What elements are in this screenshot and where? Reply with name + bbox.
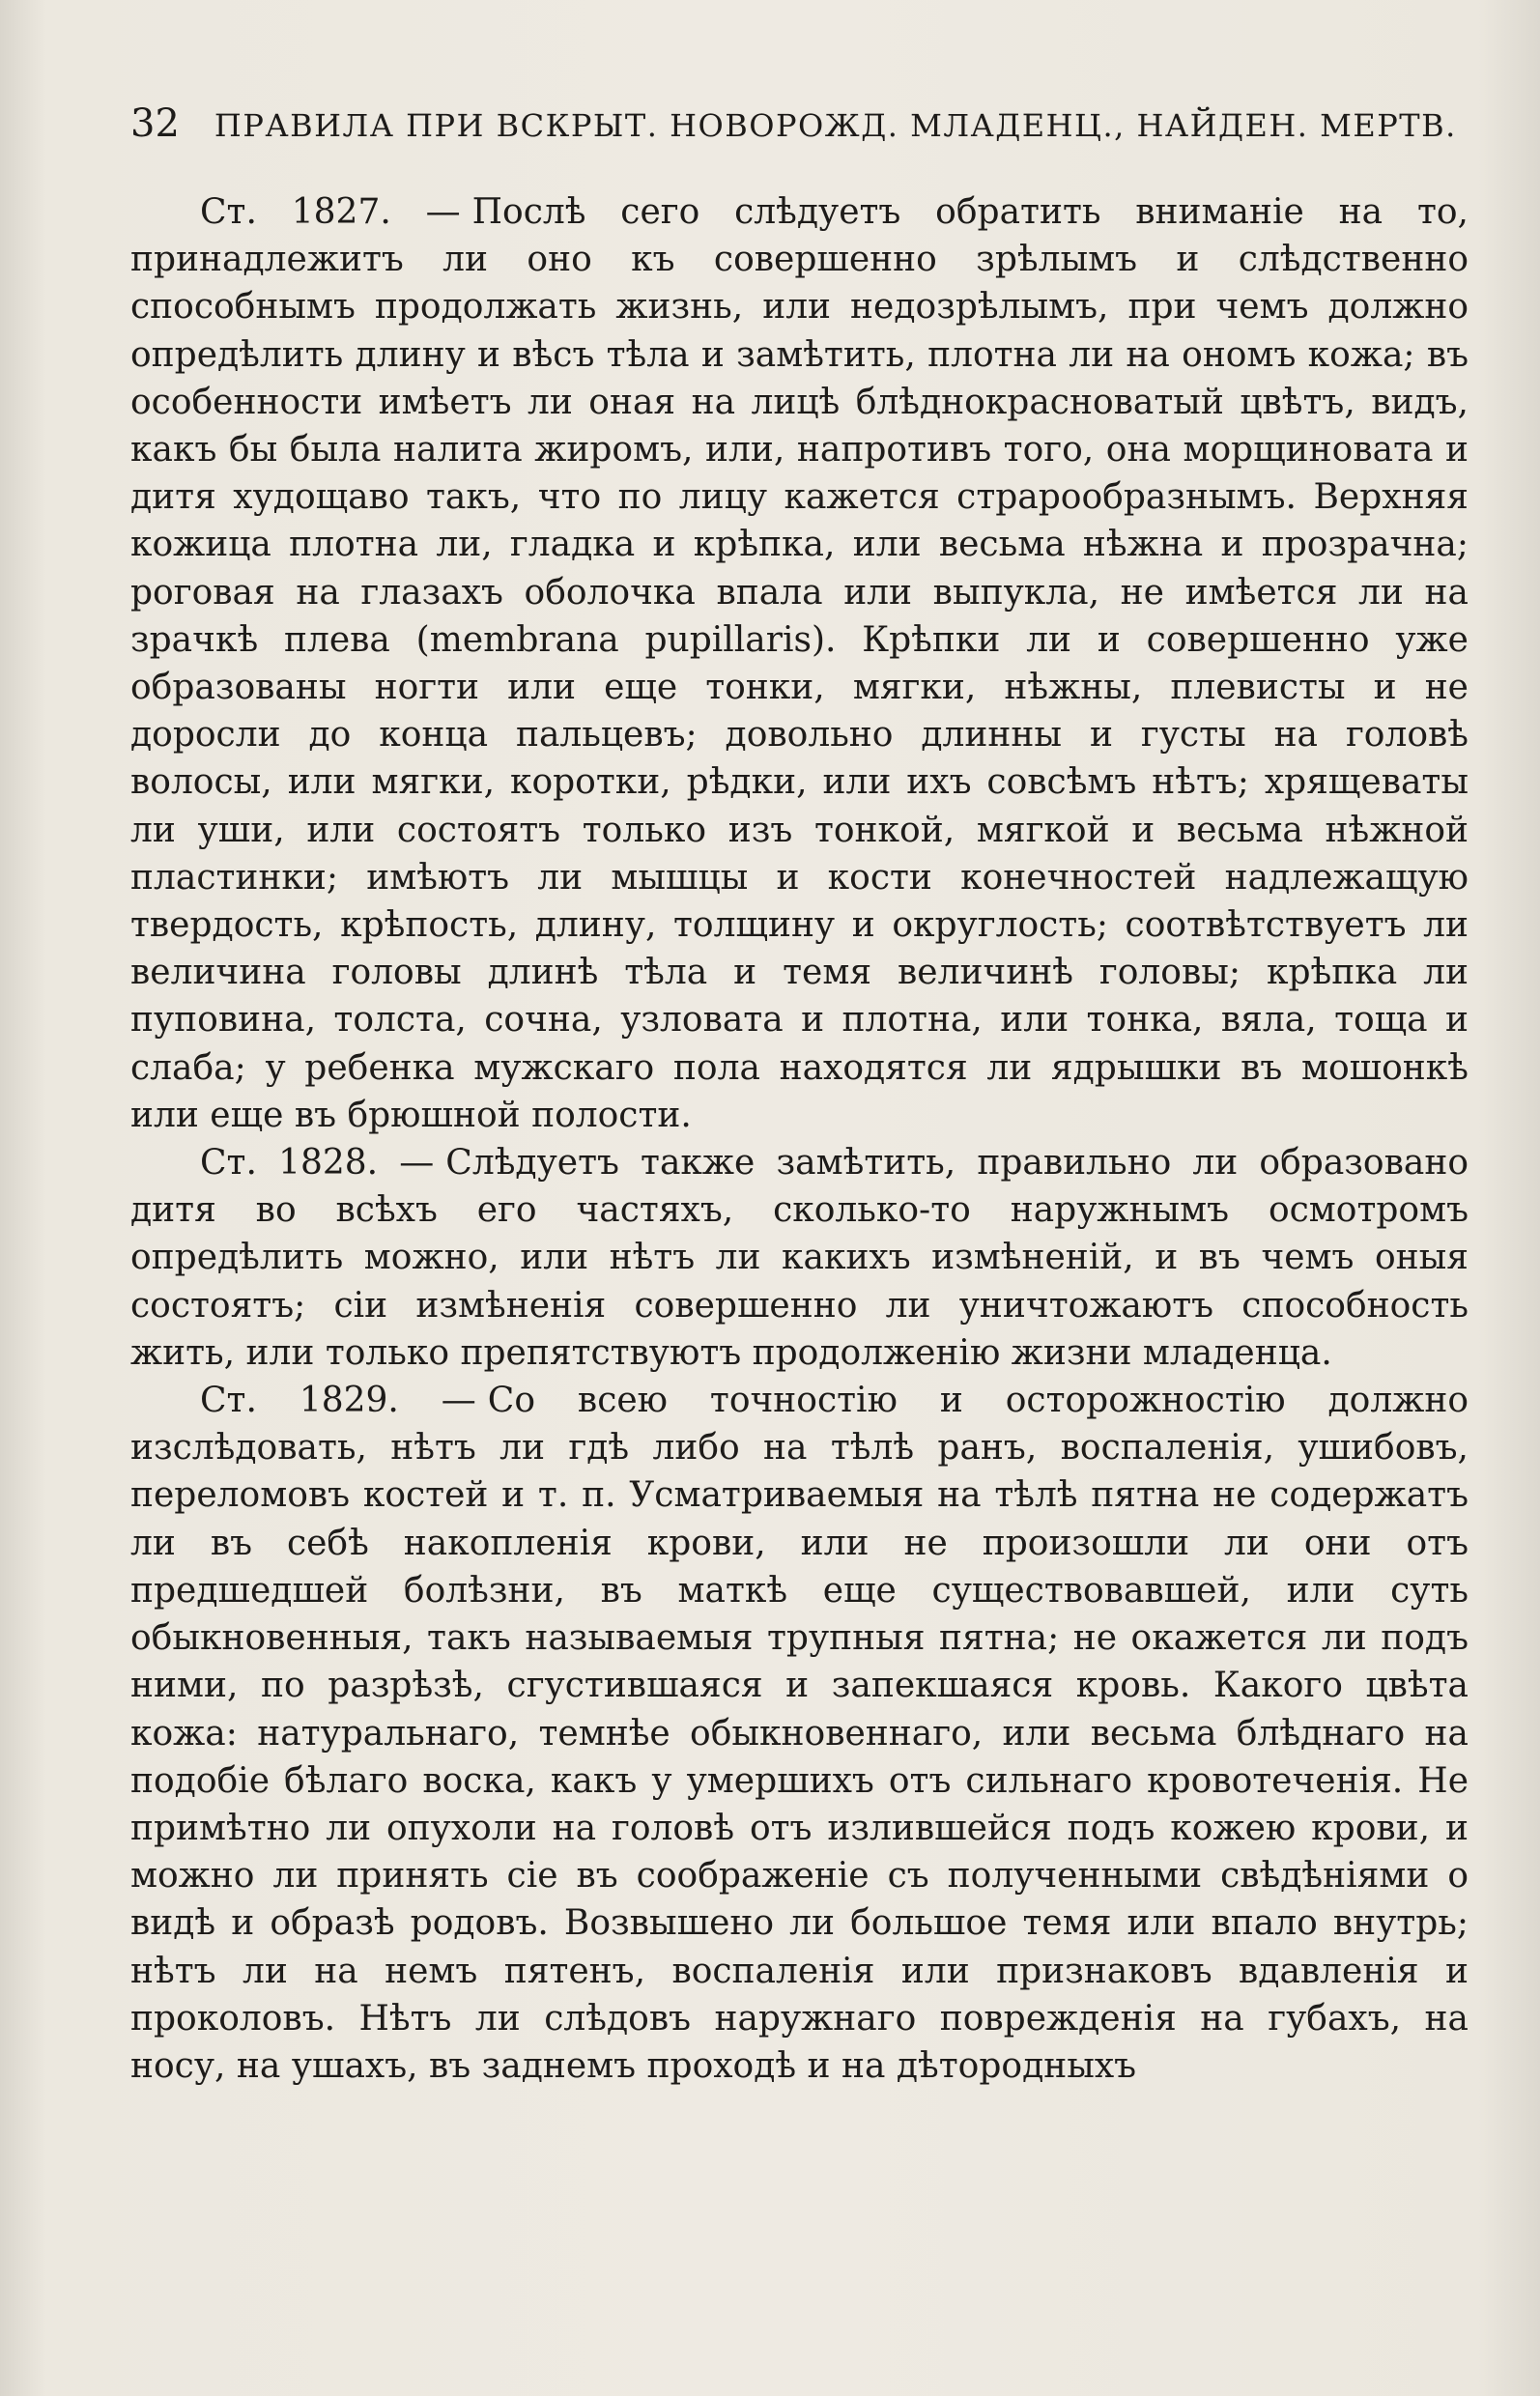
article-1827 xyxy=(130,188,1469,1139)
article-label: Ст. 1829. — xyxy=(200,1381,476,1421)
body-text xyxy=(130,188,1469,2090)
article-text-continued: ). Крѣпки ли и совершенно уже образованы ногти или еще тонки, мягки, нѣжны, плевисты и не доросли до конца пальцевъ; довольно длинны и густы на головѣ волосы, или мягки, коротки, рѣдки, или ихъ совсѣмъ нѣтъ; хрящеваты ли уши, или состоятъ только изъ тонкой, мягкой и весьма нѣжной пластинки; имѣютъ ли мышцы и кости конечностей надлежащую твердость, крѣпость, длину, толщину и округлость; соотвѣтствуетъ ли величина головы длинѣ тѣла и темя величинѣ головы; крѣпка ли пуповина, толста, сочна, узловата и плотна, или тонка, вяла, тоща и слаба; у ребенка мужскаго пола находятся ли ядрышки въ мошонкѣ или еще въ брюшной полости. xyxy=(130,619,1469,1135)
running-title: ПРАВИЛА ПРИ ВСКРЫТ. НОВОРОЖД. МЛАДЕНЦ., НАЙДЕН. МЕРТВ. xyxy=(214,107,1457,144)
page-number: 32 xyxy=(130,101,180,146)
article-1828 xyxy=(130,1139,1469,1377)
article-text: Послѣ сего слѣдуетъ обратить вниманіе на то, принадлежитъ ли оно къ совершенно зрѣлымъ и слѣдственно способнымъ продолжать жизнь, или недозрѣлымъ, при чемъ должно опредѣлить длину и вѣсъ тѣла и замѣтить, плотна ли на ономъ кожа; въ особенности имѣетъ ли оная на лицѣ блѣднокрасноватый цвѣтъ, видъ, какъ бы была налита жиромъ, или, напротивъ того, она морщиновата и дитя худощаво такъ, что по лицу кажется страрообразнымъ. Верхняя кожица плотна ли, гладка и крѣпка, или весьма нѣжна и прозрачна; роговая на глазахъ оболочка впала или выпукла, не имѣется ли на зрачкѣ плева ( xyxy=(130,192,1469,660)
article-1829 xyxy=(130,1377,1469,2090)
article-label: Ст. 1828. — xyxy=(200,1143,435,1184)
article-text: Со всею точностію и осторожностію должно изслѣдовать, нѣтъ ли гдѣ либо на тѣлѣ ранъ, воспаленія, ушибовъ, переломовъ костей и т. п. Усматриваемыя на тѣлѣ пятна не содержатъ ли въ себѣ накопленія крови, или не произошли ли они отъ предшедшей болѣзни, въ маткѣ еще существовавшей, или суть обыкновенныя, такъ называемыя трупныя пятна; не окажется ли подъ ними, по разрѣзѣ, сгустившаяся и запекшаяся кровь. Какого цвѣта кожа: натуральнаго, темнѣе обыкновеннаго, или весьма блѣднаго на подобіе бѣлаго воска, какъ у умершихъ отъ сильнаго кровотеченія. Не примѣтно ли опухоли на головѣ отъ излившейся подъ кожею крови, и можно ли принять сіе въ соображеніе съ полученными свѣдѣніями о видѣ и образѣ родовъ. Возвышено ли большое темя или впало внутрь; нѣтъ ли на немъ пятенъ, воспаленія или признаковъ вдавленія и проколовъ. Нѣтъ ли слѣдовъ наружнаго поврежденія на губахъ, на носу, на ушахъ, въ заднемъ проходѣ и на дѣтородныхъ xyxy=(130,1381,1469,2086)
latin-term: membrana pupillaris xyxy=(429,619,812,660)
page-header xyxy=(130,101,1483,146)
article-text: Слѣдуетъ также замѣтить, правильно ли образовано дитя во всѣхъ его частяхъ, сколько-то наружнымъ осмотромъ опредѣлить можно, или нѣтъ ли какихъ измѣненій, и въ чемъ оныя состоятъ; сіи измѣненія совершенно ли уничтожаютъ способность жить, или только препятствуютъ продолженію жизни младенца. xyxy=(130,1143,1469,1373)
article-label: Ст. 1827. — xyxy=(200,192,461,232)
